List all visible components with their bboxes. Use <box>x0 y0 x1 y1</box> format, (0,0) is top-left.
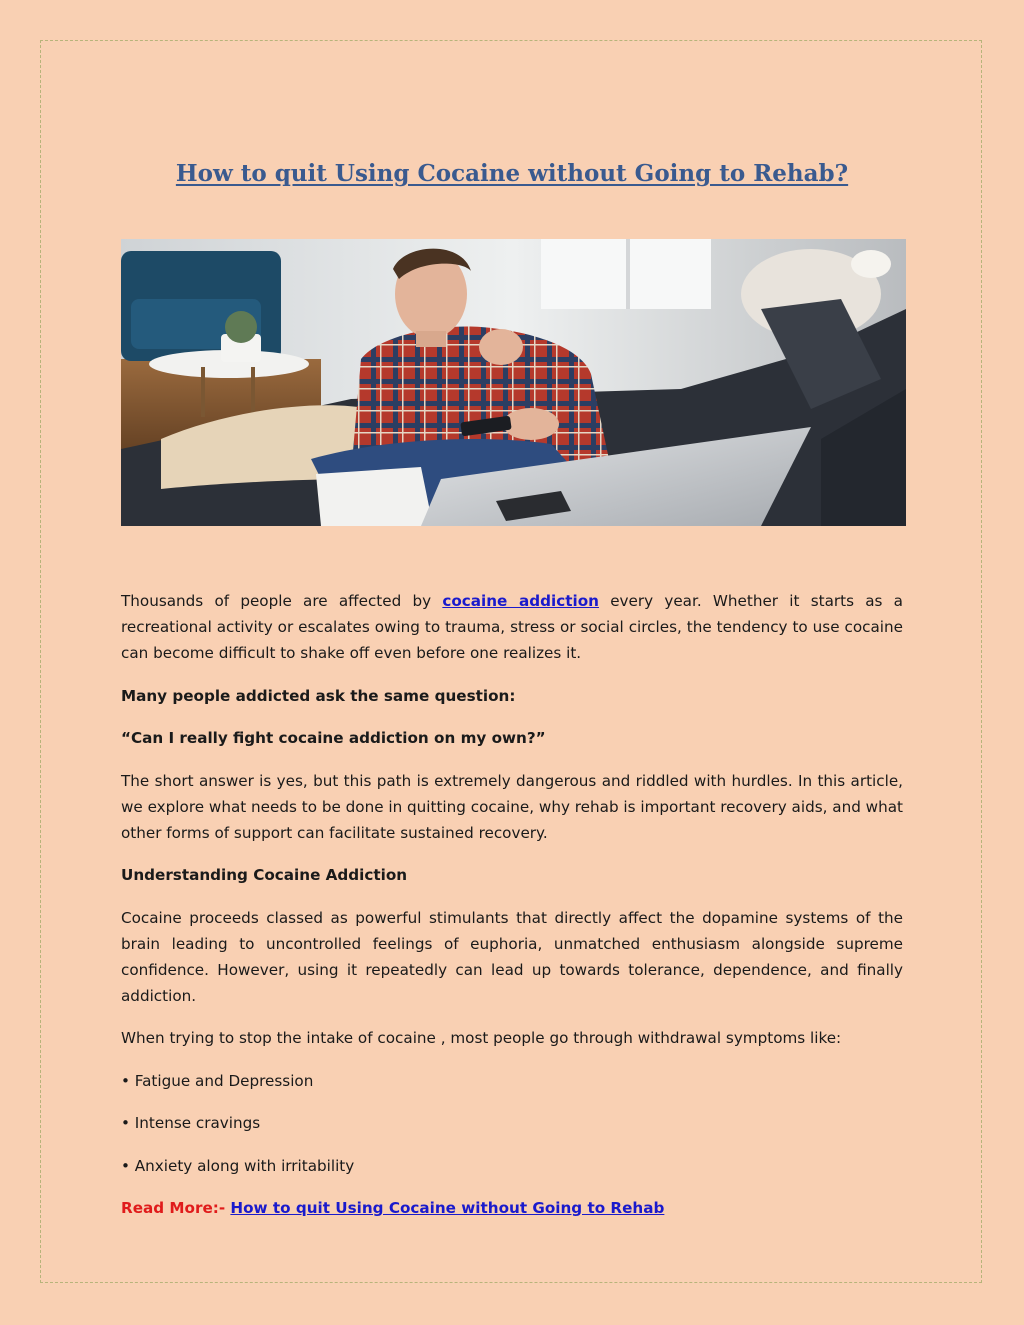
document-title[interactable]: How to quit Using Cocaine without Going to Rehab? <box>175 160 849 187</box>
section-heading: Understanding Cocaine Addiction <box>121 866 408 884</box>
question-intro: Many people addicted ask the same question: <box>121 686 516 705</box>
article-body <box>121 588 903 1238</box>
symptom-item: • Intense cravings <box>121 1114 261 1132</box>
read-more-label: Read More:- <box>121 1199 231 1217</box>
read-more-link[interactable]: How to quit Using Cocaine without Going to Rehab <box>230 1199 665 1217</box>
intro-paragraph <box>121 588 903 666</box>
short-answer-paragraph: The short answer is yes, but this path is extremely dangerous and riddled with hurdles. In this article, we explore what needs to be done in quitting cocaine, why rehab is important recovery aids, and what other forms of support can facilitate sustained recovery. <box>121 771 903 842</box>
intro-text-after-link: every year. Whether it starts as a recreational activity or escalates owing to trauma, stress or social circles, the tendency to use cocaine can become difficult to shake off even before one realizes it. <box>121 592 903 662</box>
hero-image <box>121 239 906 526</box>
cocaine-effects-paragraph: Cocaine proceeds classed as powerful stimulants that directly affect the dopamine systems of the brain leading to uncontrolled feelings of euphoria, unmatched enthusiasm alongside supreme confidence. However, using it repeatedly can lead up towards tolerance, dependence, and finally addiction. <box>121 908 903 1005</box>
cocaine-addiction-link[interactable]: cocaine addiction <box>442 592 599 610</box>
hero-illustration <box>121 239 906 526</box>
symptom-item: • Anxiety along with irritability <box>121 1156 355 1175</box>
symptom-item: • Fatigue and Depression <box>121 1071 314 1090</box>
question-quote: “Can I really fight cocaine addiction on my own?” <box>121 729 546 747</box>
withdrawal-intro-paragraph: When trying to stop the intake of cocaine , most people go through withdrawal symptoms like: <box>121 1029 842 1047</box>
read-more-line <box>121 1195 903 1221</box>
intro-text-before-link: Thousands of people are affected by <box>121 592 443 610</box>
